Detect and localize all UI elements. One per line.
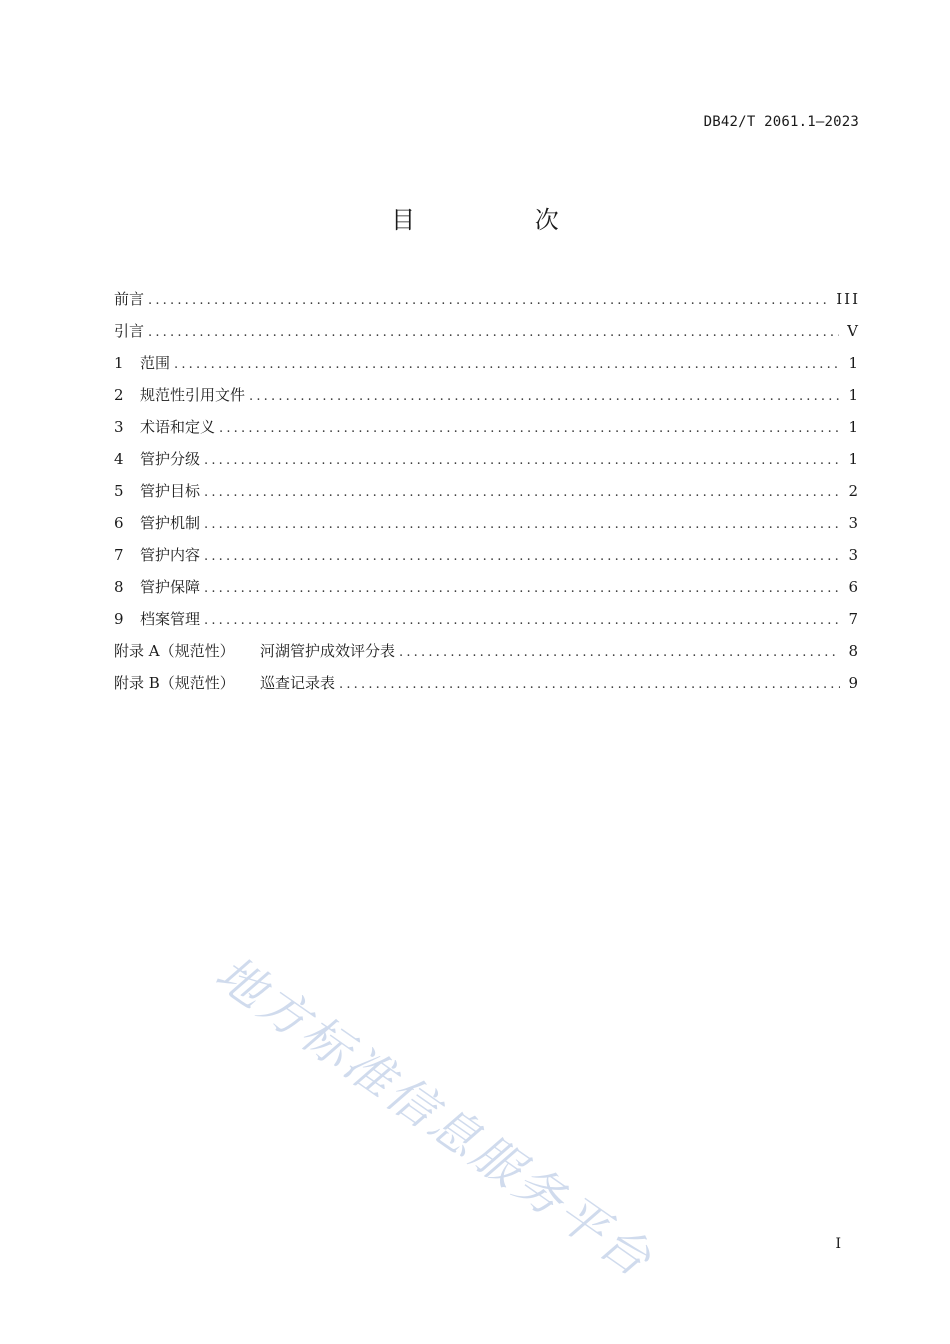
- toc-entry-page: 2: [848, 482, 860, 500]
- toc-leader-dots: [174, 352, 840, 378]
- toc-leader-dots: [339, 672, 840, 698]
- toc-entry-page: 7: [848, 610, 860, 628]
- toc-entry[interactable]: [114, 542, 860, 574]
- toc-entry-title: 管护分级: [140, 450, 201, 468]
- toc-appendix-label: 附录 B（规范性）: [114, 674, 235, 692]
- toc-entry-title: 术语和定义: [140, 418, 216, 436]
- watermark: 地方标准信息服务平台: [205, 945, 664, 1290]
- toc-entry-appendix[interactable]: [114, 638, 860, 670]
- toc-entry-title: 范围: [140, 354, 171, 372]
- toc-entry-page: 3: [848, 546, 860, 564]
- toc-entry-title: 管护机制: [140, 514, 201, 532]
- toc-entry-appendix[interactable]: [114, 670, 860, 702]
- toc-entry-page: 1: [848, 354, 860, 372]
- toc-entry-title: 引言: [114, 322, 145, 340]
- toc-entry-title: 管护内容: [140, 546, 201, 564]
- toc-entry-title: 巡查记录表: [260, 674, 336, 692]
- table-of-contents: [114, 286, 860, 702]
- toc-entry-page: 1: [848, 418, 860, 436]
- toc-entry-title: 管护目标: [140, 482, 201, 500]
- toc-entry[interactable]: [114, 574, 860, 606]
- toc-entry-title: 规范性引用文件: [140, 386, 246, 404]
- toc-leader-dots: [219, 416, 840, 442]
- toc-entry[interactable]: [114, 382, 860, 414]
- toc-entry-number: 7: [114, 546, 124, 564]
- toc-entry[interactable]: [114, 286, 860, 318]
- toc-leader-dots: [204, 608, 840, 634]
- toc-entry-number: 4: [114, 450, 124, 468]
- toc-entry-page: 9: [848, 674, 860, 692]
- toc-entry-page: III: [836, 290, 860, 308]
- toc-entry[interactable]: [114, 414, 860, 446]
- toc-entry-title: 河湖管护成效评分表: [260, 642, 396, 660]
- toc-entry-number: 5: [114, 482, 124, 500]
- toc-entry-title: 档案管理: [140, 610, 201, 628]
- toc-leader-dots: [204, 448, 840, 474]
- toc-entry-number: 9: [114, 610, 124, 628]
- toc-leader-dots: [249, 384, 840, 410]
- toc-leader-dots: [204, 576, 840, 602]
- toc-entry-number: 3: [114, 418, 124, 436]
- toc-entry-page: 1: [848, 386, 860, 404]
- toc-title: 目 次: [391, 206, 615, 234]
- toc-entry-title: 前言: [114, 290, 145, 308]
- page-number: I: [835, 1236, 841, 1252]
- document-code: DB42/T 2061.1—2023: [703, 114, 859, 130]
- toc-leader-dots: [399, 640, 840, 666]
- toc-entry-title: 管护保障: [140, 578, 201, 596]
- toc-entry-page: 1: [848, 450, 860, 468]
- toc-leader-dots: [148, 288, 828, 314]
- toc-entry[interactable]: [114, 478, 860, 510]
- toc-appendix-label: 附录 A（规范性）: [114, 642, 235, 660]
- toc-leader-dots: [204, 512, 840, 538]
- toc-entry-page: 3: [848, 514, 860, 532]
- toc-entry[interactable]: [114, 510, 860, 542]
- toc-entry-number: 8: [114, 578, 124, 596]
- toc-entry[interactable]: [114, 606, 860, 638]
- toc-entry-number: 6: [114, 514, 124, 532]
- toc-entry[interactable]: [114, 446, 860, 478]
- toc-entry-page: 6: [848, 578, 860, 596]
- toc-leader-dots: [204, 480, 840, 506]
- toc-entry-page: V: [847, 322, 860, 340]
- toc-entry-number: 1: [114, 354, 124, 372]
- toc-entry-number: 2: [114, 386, 124, 404]
- toc-leader-dots: [204, 544, 840, 570]
- toc-leader-dots: [148, 320, 839, 346]
- toc-entry[interactable]: [114, 350, 860, 382]
- toc-entry[interactable]: [114, 318, 860, 350]
- toc-entry-page: 8: [848, 642, 860, 660]
